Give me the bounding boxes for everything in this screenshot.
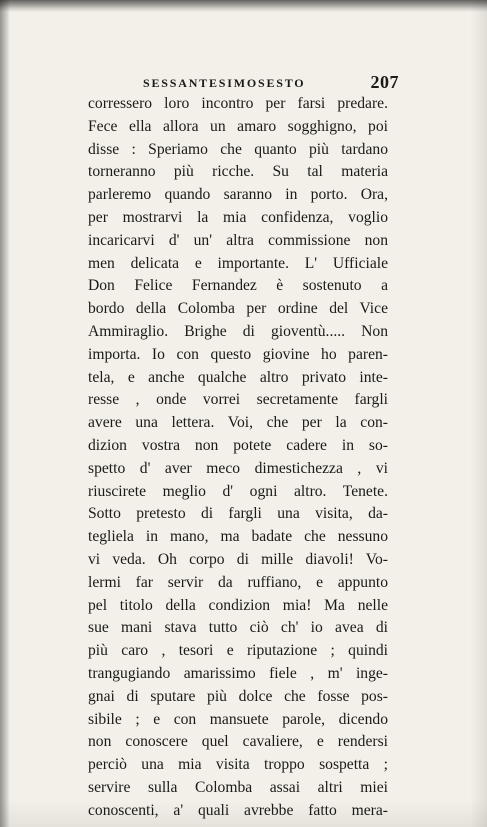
text-line: incaricarvi d' un' altra commissione non [88,231,388,249]
text-line: men delicata e importante. L' Ufficiale [88,254,388,272]
text-line: tela, e anche qualche altro privato inte- [88,368,388,386]
text-line: corressero loro incontro per farsi predare. [88,95,388,112]
text-line: sibile ; e con mansuete parole, dicendo [88,710,388,728]
text-line: perciò una mia visita troppo sospetta ; [88,756,388,774]
text-line: più caro , tesori e riputazione ; quindi [88,642,388,660]
body-text [88,93,388,823]
text-line: spetto d' aver meco dimestichezza , vi [88,459,388,477]
text-line: tegliela in mano, ma badate che nessuno [88,528,388,546]
text-line: pel titolo della condizion mia! Ma nelle [88,596,388,614]
text-line: torneranno più ricche. Su tal materia [88,163,388,181]
text-line: lermi far servir da ruffiano, e appunto [88,573,388,591]
text-line: conoscenti, a' quali avrebbe fatto mera- [88,801,388,819]
text-line: dizion vostra non potete cadere in so- [88,436,388,454]
text-line: Fece ella allora un amaro sogghigno, poi [88,117,388,135]
text-line: Don Felice Fernandez è sostenuto a [88,277,388,295]
text-line: resse , onde vorrei secretamente fargli [88,391,388,409]
page-top-shadow [0,0,487,12]
text-line: Ammiraglio. Brighe di gioventù..... Non [88,322,388,340]
running-head: SESSANTESIMOSESTO [143,76,306,90]
text-line: servire sulla Colomba assai altri miei [88,778,388,796]
text-line: bordo della Colomba per ordine del Vice [88,300,388,318]
text-line: parleremo quando saranno in porto. Ora, [88,186,388,204]
text-line: per mostrarvi la mia confidenza, voglio [88,208,388,226]
text-line: sue mani stava tutto ciò ch' io avea di [88,619,388,637]
text-line: gnai di sputare più dolce che fosse pos- [88,687,388,705]
text-line: avere una lettera. Voi, che per la con- [88,414,388,432]
text-line: Sotto pretesto di fargli una visita, da- [88,505,388,523]
text-line: vi veda. Oh corpo di mille diavoli! Vo- [88,550,388,568]
text-line: non conoscere quel cavaliere, e rendersi [88,733,388,751]
text-line: riuscirete meglio d' ogni altro. Tenete. [88,482,388,500]
text-line: importa. Io con questo giovine ho paren- [88,345,388,363]
page-number: 207 [370,72,399,92]
text-line: trangugiando amarissimo fiele , m' inge- [88,664,388,682]
page-left-shadow [0,0,10,827]
text-line: disse : Speriamo che quanto più tardano [88,140,388,158]
